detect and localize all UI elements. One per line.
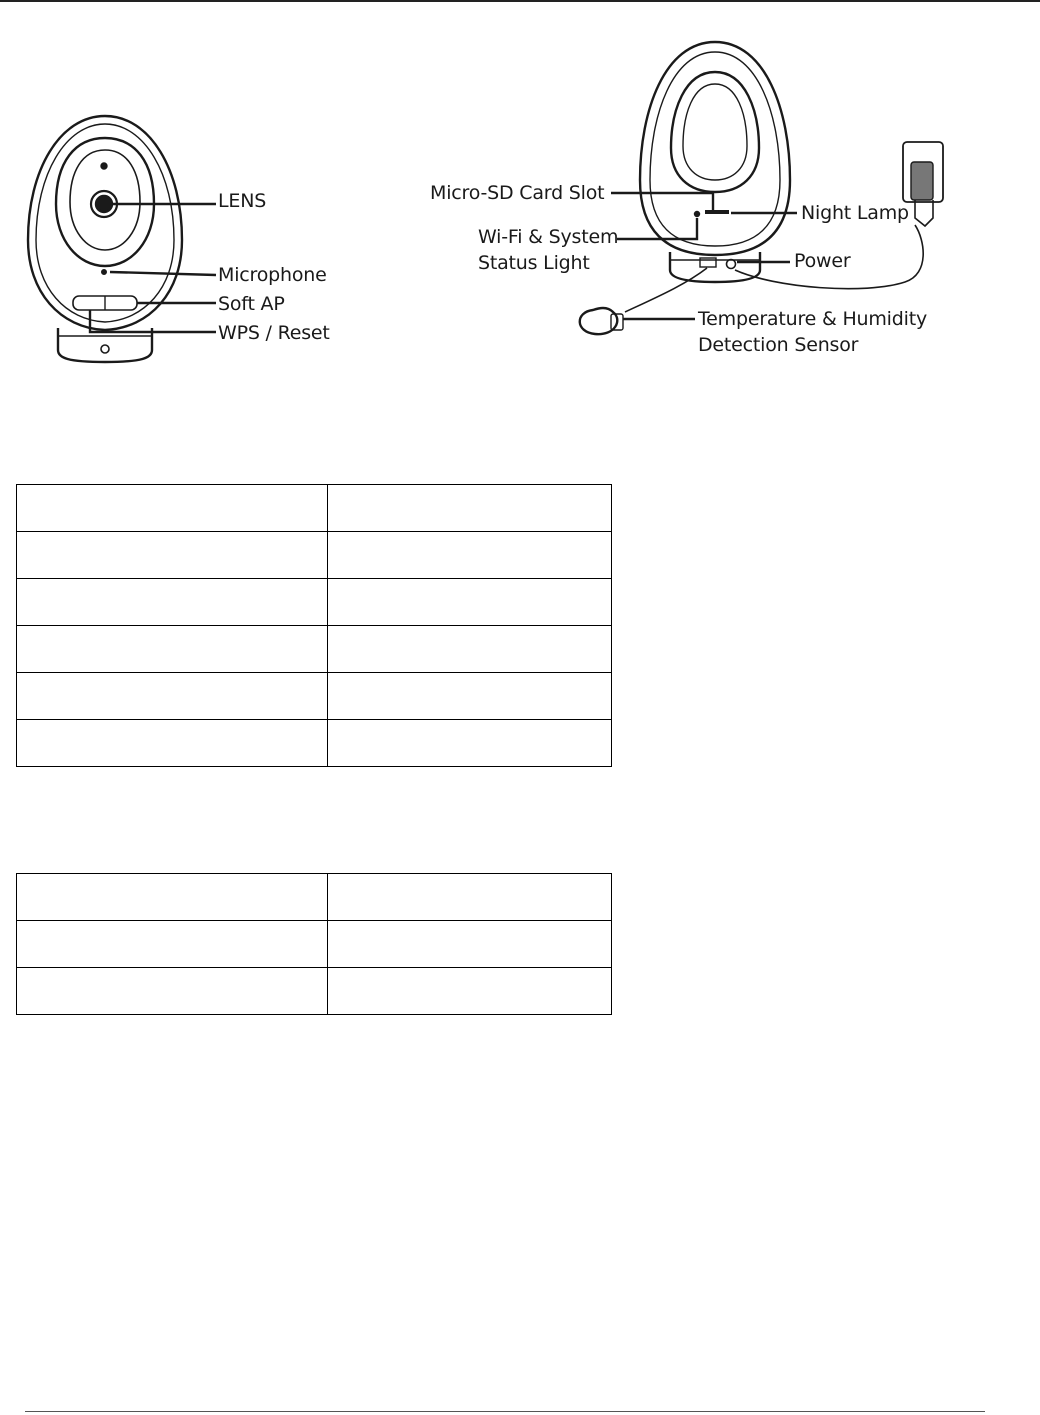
- table-cell: [17, 720, 328, 767]
- table-cell: [328, 626, 612, 673]
- header-rule: [0, 0, 1040, 2]
- wps-reset-label: WPS / Reset: [218, 322, 330, 344]
- spec-table-2: [16, 873, 612, 1015]
- table-cell: [328, 579, 612, 626]
- footer-rule: [25, 1411, 985, 1412]
- table-cell: [328, 874, 612, 921]
- table-cell: [17, 968, 328, 1015]
- status-light-label: Wi-Fi & System Status Light: [478, 226, 619, 274]
- soft-ap-label: Soft AP: [218, 293, 285, 315]
- table-row: [17, 485, 612, 532]
- table-cell: [17, 485, 328, 532]
- table-cell: [17, 532, 328, 579]
- table-row: [17, 720, 612, 767]
- table-cell: [17, 673, 328, 720]
- spec-table-1: [16, 484, 612, 767]
- temp-humidity-sensor-label: Temperature & Humidity Detection Sensor: [698, 308, 927, 356]
- table-row: [17, 921, 612, 968]
- table-cell: [17, 626, 328, 673]
- table-cell: [328, 485, 612, 532]
- table-row: [17, 579, 612, 626]
- table-row: [17, 874, 612, 921]
- table-cell: [328, 673, 612, 720]
- camera-front-illustration: [20, 100, 390, 375]
- camera-front-diagram: [20, 100, 390, 375]
- table-row: [17, 673, 612, 720]
- table-cell: [17, 921, 328, 968]
- lens-label: LENS: [218, 190, 267, 212]
- table-cell: [17, 579, 328, 626]
- table-cell: [328, 968, 612, 1015]
- micro-sd-slot-label: Micro-SD Card Slot: [430, 182, 605, 204]
- microphone-label: Microphone: [218, 264, 327, 286]
- table-row: [17, 532, 612, 579]
- camera-rear-diagram: [425, 30, 965, 375]
- table-cell: [17, 874, 328, 921]
- table-row: [17, 968, 612, 1015]
- power-label: Power: [794, 250, 851, 272]
- table-cell: [328, 921, 612, 968]
- table-row: [17, 626, 612, 673]
- table-cell: [328, 720, 612, 767]
- table-cell: [328, 532, 612, 579]
- night-lamp-label: Night Lamp: [801, 202, 909, 224]
